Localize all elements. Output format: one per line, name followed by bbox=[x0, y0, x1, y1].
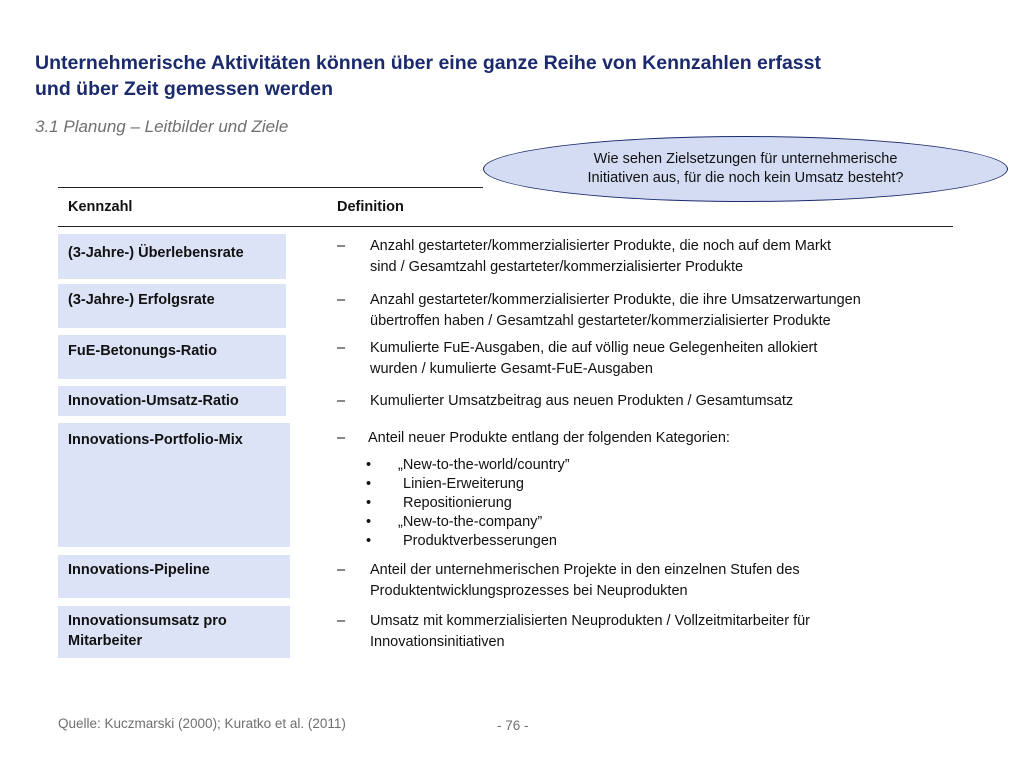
header-bottom-rule bbox=[58, 226, 953, 227]
kennzahl-box bbox=[58, 386, 286, 416]
definition-line-2: Produktentwicklungsprozesses bei Neuprodukten bbox=[370, 583, 688, 599]
column-header-kennzahl: Kennzahl bbox=[68, 199, 133, 215]
bullet-dot: • bbox=[366, 476, 372, 492]
page-number: - 76 - bbox=[497, 718, 529, 733]
dash-marker: – bbox=[337, 393, 346, 409]
kennzahl-label: FuE-Betonungs-Ratio bbox=[68, 343, 218, 359]
definition-line-1: Umsatz mit kommerzialisierten Neuprodukten / Vollzeitmitarbeiter für bbox=[370, 613, 810, 629]
definition-text bbox=[337, 290, 967, 332]
kennzahl-box bbox=[58, 234, 286, 279]
definition-text bbox=[337, 338, 967, 380]
callout-line-2: Initiativen aus, für die noch kein Umsatz besteht? bbox=[587, 170, 904, 186]
definition-line-1: Anzahl gestarteter/kommerzialisierter Produkte, die ihre Umsatzerwartungen bbox=[370, 292, 861, 308]
bullet-dot: • bbox=[366, 457, 372, 473]
kennzahl-box bbox=[58, 606, 290, 658]
dash-marker: – bbox=[337, 562, 346, 578]
slide-title-line-2: und über Zeit gemessen werden bbox=[35, 78, 333, 100]
definition-line-1: Anteil neuer Produkte entlang der folgenden Kategorien: bbox=[368, 430, 730, 446]
dash-marker: – bbox=[337, 292, 346, 308]
definition-text bbox=[337, 236, 967, 278]
definition-line-2: sind / Gesamtzahl gestarteter/kommerzialisierter Produkte bbox=[370, 259, 744, 275]
dash-marker: – bbox=[337, 613, 346, 629]
kennzahl-label: Innovations-Portfolio-Mix bbox=[68, 432, 243, 448]
dash-marker: – bbox=[337, 340, 346, 356]
dash-marker: – bbox=[337, 238, 346, 254]
definition-text bbox=[337, 391, 967, 412]
definition-text bbox=[337, 560, 967, 602]
callout-line-1: Wie sehen Zielsetzungen für unternehmerische bbox=[593, 151, 898, 167]
kennzahl-label: Innovation-Umsatz-Ratio bbox=[68, 393, 239, 409]
list-item: • Produktverbesserungen bbox=[366, 533, 557, 549]
kennzahl-box bbox=[58, 423, 290, 547]
category-bullet-list bbox=[366, 456, 570, 551]
kennzahl-box bbox=[58, 284, 286, 328]
list-item: • Repositionierung bbox=[366, 495, 512, 511]
bullet-dot: • bbox=[366, 533, 372, 549]
definition-line-1: Kumulierter Umsatzbeitrag aus neuen Produkten / Gesamtumsatz bbox=[370, 393, 794, 409]
source-citation: Quelle: Kuczmarski (2000); Kuratko et al. (2011) bbox=[58, 716, 346, 731]
slide-title bbox=[35, 50, 985, 102]
definition-line-2: wurden / kumulierte Gesamt-FuE-Ausgaben bbox=[370, 361, 653, 377]
kennzahl-box bbox=[58, 335, 286, 379]
definition-line-1: Anzahl gestarteter/kommerzialisierter Produkte, die noch auf dem Markt bbox=[370, 238, 831, 254]
definition-line-1: Anteil der unternehmerischen Projekte in den einzelnen Stufen des bbox=[370, 562, 800, 578]
kennzahl-box bbox=[58, 555, 290, 598]
kennzahl-label: (3-Jahre-) Erfolgsrate bbox=[68, 292, 215, 308]
dash-marker: – bbox=[337, 430, 346, 446]
kennzahl-label: (3-Jahre-) Überlebensrate bbox=[68, 245, 244, 261]
list-item: • „New-to-the-world/country” bbox=[366, 457, 570, 473]
header-top-rule bbox=[58, 187, 483, 188]
bullet-dot: • bbox=[366, 495, 372, 511]
kennzahl-label: Innovations-Pipeline bbox=[68, 562, 210, 578]
definition-text bbox=[337, 611, 967, 653]
kennzahl-label-line-2: Mitarbeiter bbox=[68, 633, 143, 649]
question-callout bbox=[483, 136, 1008, 202]
definition-line-1: Kumulierte FuE-Ausgaben, die auf völlig neue Gelegenheiten allokiert bbox=[370, 340, 818, 356]
list-item: • „New-to-the-company” bbox=[366, 514, 543, 530]
definition-line-2: übertroffen haben / Gesamtzahl gestarteter/kommerzialisierter Produkte bbox=[370, 313, 831, 329]
slide-subtitle: 3.1 Planung – Leitbilder und Ziele bbox=[35, 117, 289, 136]
definition-text bbox=[337, 428, 967, 449]
column-header-definition: Definition bbox=[337, 199, 404, 215]
bullet-dot: • bbox=[366, 514, 372, 530]
slide-title-line-1: Unternehmerische Aktivitäten können über eine ganze Reihe von Kennzahlen erfasst bbox=[35, 52, 821, 74]
kennzahl-label-line-1: Innovationsumsatz pro bbox=[68, 613, 227, 629]
list-item: • Linien-Erweiterung bbox=[366, 476, 524, 492]
definition-line-2: Innovationsinitiativen bbox=[370, 634, 505, 650]
